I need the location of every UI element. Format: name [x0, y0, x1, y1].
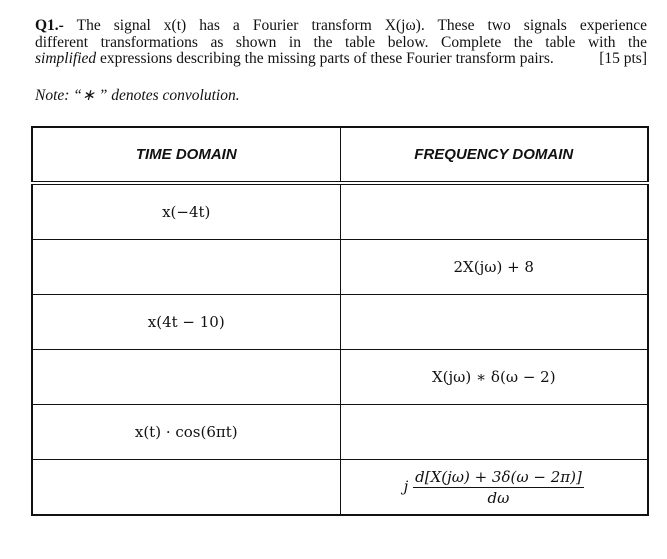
freq-cell[interactable]: 2X(jω) + 8 — [340, 240, 648, 295]
question-text — [35, 18, 647, 68]
question-line: different transformations as shown in the table below. Complete the table with the — [35, 33, 647, 51]
denominator: dω — [487, 488, 510, 507]
time-cell[interactable]: x(t) · cos(6πt) — [32, 405, 340, 460]
time-cell[interactable] — [32, 350, 340, 405]
question-line: The signal x(t) has a Fourier transform X(jω). These two signals experience — [76, 17, 647, 34]
freq-cell[interactable] — [340, 183, 648, 240]
question-line: expressions describing the missing parts of these Fourier transform pairs. — [100, 50, 554, 67]
header-frequency: FREQUENCY DOMAIN — [340, 127, 648, 183]
note: Note: “∗ ” denotes convolution. — [35, 87, 240, 104]
header-time: TIME DOMAIN — [32, 127, 340, 183]
question-label: Q1.- — [35, 17, 64, 34]
freq-prefix: j — [403, 477, 409, 495]
time-cell[interactable] — [32, 460, 340, 516]
freq-cell[interactable] — [340, 405, 648, 460]
fourier-table — [31, 126, 649, 516]
freq-cell[interactable] — [340, 460, 648, 516]
fraction — [413, 468, 584, 507]
numerator: d[X(jω) + 3δ(ω − 2π)] — [415, 467, 582, 486]
time-cell[interactable]: x(−4t) — [32, 183, 340, 240]
time-cell[interactable] — [32, 240, 340, 295]
points: [15 pts] — [599, 50, 647, 67]
emphasis: simplified — [35, 50, 97, 67]
freq-cell[interactable] — [340, 295, 648, 350]
freq-cell[interactable]: X(jω) ∗ δ(ω − 2) — [340, 350, 648, 405]
time-cell[interactable]: x(4t − 10) — [32, 295, 340, 350]
